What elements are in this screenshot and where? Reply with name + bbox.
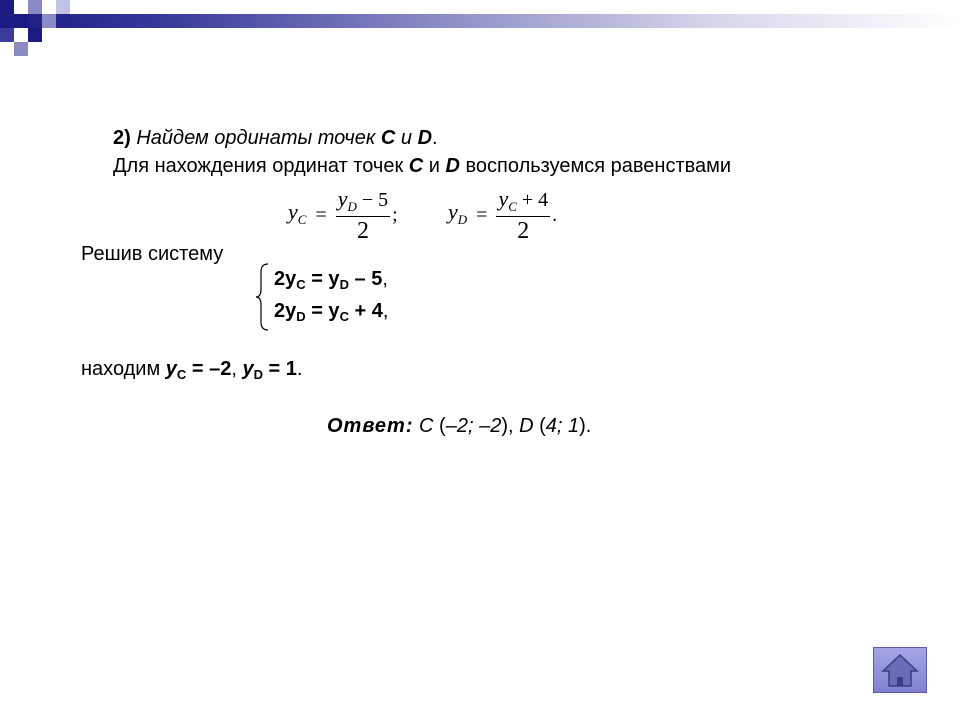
found-y2: y bbox=[242, 358, 254, 380]
eq1-mid: = y bbox=[305, 268, 340, 290]
found-v1: = –2 bbox=[186, 358, 232, 380]
intro-tail: воспользуемся равенствами bbox=[459, 155, 732, 177]
intro-point-d: D bbox=[445, 155, 460, 177]
solve-label: Решив систему bbox=[81, 243, 224, 265]
answer-c-open: ( bbox=[433, 415, 446, 437]
formula2-num-rest: + 4 bbox=[516, 189, 549, 211]
eq2-pre: 2y bbox=[274, 300, 297, 322]
period: . bbox=[432, 127, 438, 149]
eq2-sub1: D bbox=[296, 309, 306, 324]
eq2-end: , bbox=[382, 300, 389, 322]
formula1-denominator: 2 bbox=[356, 218, 369, 244]
formula2-equals: = bbox=[476, 204, 488, 226]
found-sub2: D bbox=[253, 367, 263, 382]
formula2-num-sub: C bbox=[508, 199, 517, 214]
formula1-num-var: y bbox=[337, 186, 348, 211]
intro-and: и bbox=[423, 155, 446, 177]
formula2-lhs: y bbox=[448, 199, 458, 225]
eq1-pre: 2y bbox=[274, 268, 297, 290]
formula2-fraction bbox=[496, 186, 550, 245]
answer-c-coords: –2; –2 bbox=[445, 415, 502, 437]
eq1-end: , bbox=[382, 268, 388, 290]
formula-yd bbox=[448, 186, 562, 245]
eq1-post: – 5 bbox=[348, 268, 383, 290]
formula2-numerator bbox=[496, 186, 550, 216]
system-brace bbox=[254, 262, 270, 332]
eq1-sub1: C bbox=[296, 277, 306, 292]
system-eq1 bbox=[274, 268, 388, 291]
formula1-fraction bbox=[336, 186, 390, 245]
formula1-num-rest: − 5 bbox=[356, 189, 389, 211]
home-icon bbox=[874, 648, 926, 692]
formula2-end: . bbox=[552, 204, 558, 226]
answer-label: Ответ: bbox=[327, 415, 414, 437]
eq2-post: + 4 bbox=[348, 300, 383, 322]
found-sep: , bbox=[231, 358, 243, 380]
formula2-denominator: 2 bbox=[517, 218, 530, 244]
found-y1: y bbox=[165, 358, 177, 380]
formula1-numerator bbox=[336, 186, 390, 216]
answer-d-coords: 4; 1 bbox=[545, 415, 580, 437]
intro-point-c: C bbox=[408, 155, 424, 177]
system-eq2 bbox=[274, 300, 388, 323]
formula1-lhs: y bbox=[288, 199, 298, 225]
header-band bbox=[0, 14, 960, 28]
conjunction: и bbox=[395, 127, 418, 149]
answer-line bbox=[327, 415, 591, 438]
formula-yc bbox=[288, 186, 403, 245]
intro-text bbox=[113, 155, 731, 178]
formula2-lhs-sub: D bbox=[457, 212, 468, 228]
found-label: находим bbox=[81, 358, 166, 380]
answer-c: C bbox=[413, 415, 434, 437]
point-d: D bbox=[417, 127, 433, 149]
step-heading bbox=[113, 127, 438, 150]
answer-d: D bbox=[513, 415, 534, 437]
answer-d-open: ( bbox=[533, 415, 546, 437]
formula1-lhs-sub: C bbox=[297, 212, 307, 228]
eq1-sub2: D bbox=[339, 277, 349, 292]
eq2-sub2: C bbox=[339, 309, 349, 324]
eq2-mid: = y bbox=[305, 300, 340, 322]
formula1-equals: = bbox=[315, 204, 327, 226]
step-title: Найдем ординаты точек bbox=[130, 127, 381, 149]
found-end: . bbox=[296, 358, 303, 380]
found-v2: = 1 bbox=[262, 358, 297, 380]
answer-d-close: ). bbox=[579, 415, 592, 437]
home-button[interactable] bbox=[873, 647, 927, 693]
intro-lead: Для нахождения ординат точек bbox=[113, 155, 409, 177]
found-line bbox=[81, 358, 302, 381]
formula2-num-var: y bbox=[498, 186, 509, 211]
formula1-end: ; bbox=[392, 204, 398, 226]
step-number: 2) bbox=[113, 127, 131, 149]
answer-c-close: ), bbox=[501, 415, 514, 437]
point-c: C bbox=[380, 127, 396, 149]
found-sub1: C bbox=[176, 367, 187, 382]
formula1-num-sub: D bbox=[347, 199, 357, 214]
